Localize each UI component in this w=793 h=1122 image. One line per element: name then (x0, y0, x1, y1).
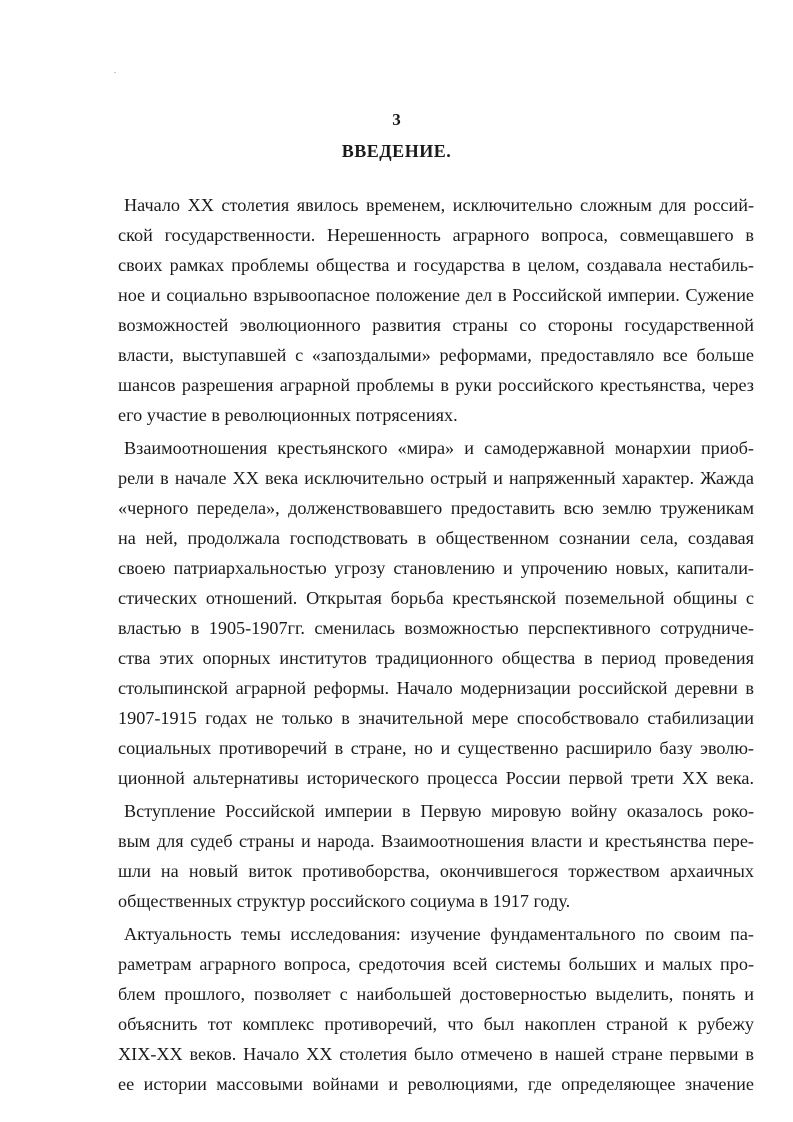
paragraph-2 (118, 433, 754, 793)
page-heading: ВВЕДЕНИЕ. (341, 141, 452, 161)
text-line: шли на новый виток противоборства, окончившегося торжеством архаичных (118, 861, 754, 881)
text-line: блем прошлого, позволяет с наибольшей достоверностью выделить, понять и (118, 984, 754, 1004)
text-line: ства этих опорных институтов традиционного общества в период проведения (118, 648, 754, 668)
paragraph-3 (118, 796, 754, 916)
text-line: общественных структур российского социума в 1917 году. (118, 891, 571, 911)
text-line: объяснить тот комплекс противоречий, что был накоплен страной к рубежу (118, 1014, 754, 1034)
text-line: Актуальность темы исследования: изучение фундаментального по своим па- (124, 924, 754, 944)
text-line: властью в 1905-1907гг. сменилась возможностью перспективного сотрудниче- (118, 618, 754, 638)
text-line: своих рамках проблемы общества и государства в целом, создавала нестабиль- (118, 255, 754, 275)
text-line: ное и социально взрывоопасное положение дел в Российской империи. Сужение (118, 285, 754, 305)
text-line: Вступление Российской империи в Первую мировую войну оказалось роко- (124, 801, 754, 821)
text-line: ционной альтернативы исторического процесса России первой трети XX века. (118, 768, 754, 788)
text-line: Взаимоотношения крестьянского «мира» и самодержавной монархии приоб- (124, 438, 754, 458)
page-number: 3 (392, 110, 401, 129)
text-line: Начало XX столетия явилось временем, исключительно сложным для россий- (124, 195, 754, 215)
scan-speck (114, 72, 116, 73)
text-line: «черного передела», долженствовавшего предоставить всю землю труженикам (118, 498, 754, 518)
text-line: 1907-1915 годах не только в значительной мере способствовало стабилизации (118, 708, 754, 728)
paragraph-4 (118, 919, 754, 1099)
text-line: власти, выступавшей с «запоздалыми» реформами, предоставляло все больше (118, 345, 754, 365)
text-line: своею патриархальностью угрозу становлению и упрочению новых, капитали- (118, 558, 754, 578)
text-line: вым для судеб страны и народа. Взаимоотношения власти и крестьянства пере- (118, 831, 754, 851)
text-line: социальных противоречий в стране, но и существенно расширило базу эволю- (118, 738, 754, 758)
text-line: шансов разрешения аграрной проблемы в руки российского крестьянства, через (118, 375, 754, 395)
text-line: XIX-XX веков. Начало XX столетия было отмечено в нашей стране первыми в (118, 1044, 754, 1064)
paragraph-1 (118, 190, 754, 430)
text-line: его участие в революционных потрясениях. (118, 405, 458, 425)
text-line: раметрам аграрного вопроса, средоточия всей системы больших и малых про- (118, 954, 754, 974)
text-line: ее истории массовыми войнами и революциями, где определяющее значение (118, 1074, 754, 1094)
text-line: столыпинской аграрной реформы. Начало модернизации российской деревни в (118, 678, 754, 698)
text-line: на ней, продолжала господствовать в общественном сознании села, создавая (118, 528, 754, 548)
text-line: рели в начале XX века исключительно острый и напряженный характер. Жажда (118, 468, 754, 488)
text-line: ской государственности. Нерешенность аграрного вопроса, совмещавшего в (118, 225, 754, 245)
body-text (118, 190, 754, 1102)
text-line: стических отношений. Открытая борьба крестьянской поземельной общины с (118, 588, 754, 608)
text-line: возможностей эволюционного развития страны со стороны государственной (118, 315, 754, 335)
